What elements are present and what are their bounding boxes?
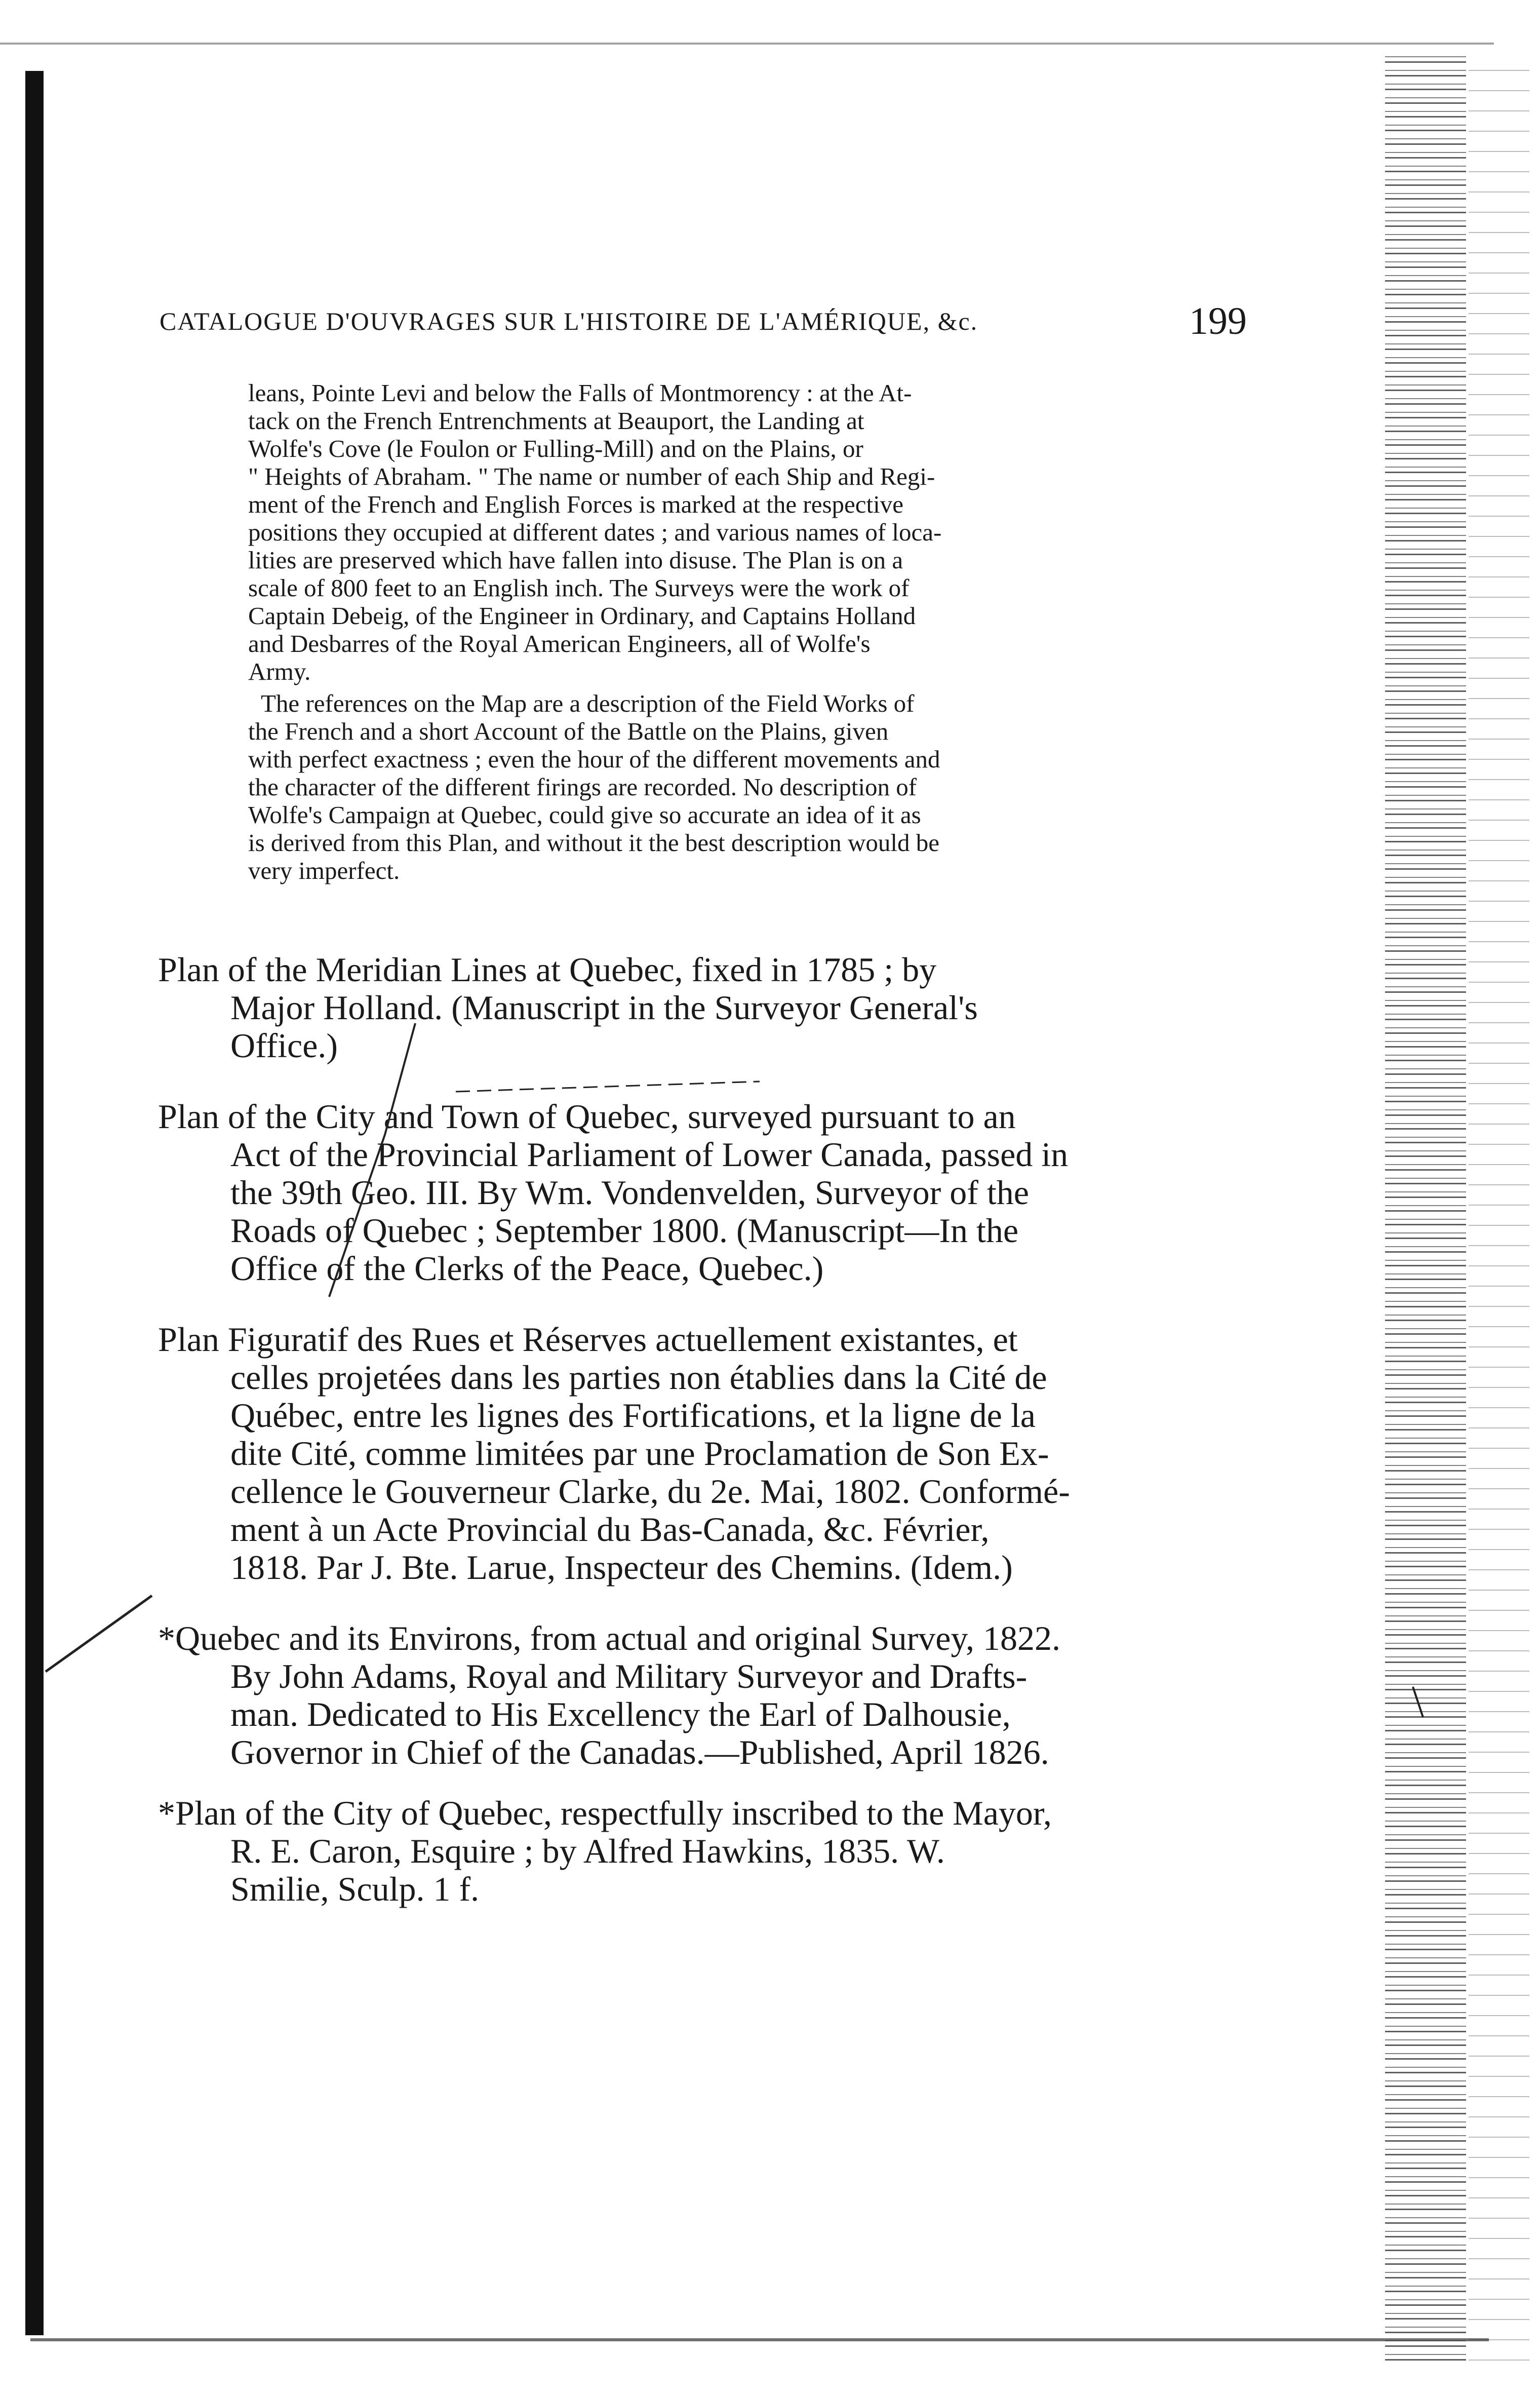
entry-line: ment à un Acte Provincial du Bas-Canada, &c. Février, — [230, 1510, 990, 1549]
block2-line: The references on the Map are a description of the Field Works of — [261, 689, 915, 717]
block1-line: Army. — [248, 658, 311, 685]
entry-line: cellence le Gouverneur Clarke, du 2e. Mai, 1802. Conformé- — [230, 1472, 1070, 1511]
block1-line: and Desbarres of the Royal American Engineers, all of Wolfe's — [248, 630, 871, 658]
entry-line: *Plan of the City of Quebec, respectfully inscribed to the Mayor, — [158, 1794, 1052, 1832]
block1-line: " Heights of Abraham. " The name or number of each Ship and Regi- — [248, 462, 935, 490]
entry-line: R. E. Caron, Esquire ; by Alfred Hawkins, 1835. W. — [230, 1832, 945, 1870]
block2-line: the character of the different firings are recorded. No description of — [248, 773, 917, 801]
block1-line: lities are preserved which have fallen into disuse. The Plan is on a — [248, 546, 903, 574]
entry-line: *Quebec and its Environs, from actual and original Survey, 1822. — [158, 1619, 1061, 1657]
block2-line: with perfect exactness ; even the hour of the different movements and — [248, 745, 940, 773]
entry-line: Office of the Clerks of the Peace, Quebec.) — [230, 1249, 824, 1288]
entry-line: dite Cité, comme limitées par une Proclamation de Son Ex- — [230, 1434, 1049, 1473]
block1-line: positions they occupied at different dates ; and various names of loca- — [248, 518, 942, 546]
entry-line: Act of the Provincial Parliament of Lower Canada, passed in — [230, 1135, 1069, 1174]
entry-line: Governor in Chief of the Canadas.—Published, April 1826. — [230, 1733, 1049, 1771]
block2-line: very imperfect. — [248, 857, 400, 884]
entry-line: By John Adams, Royal and Military Surveyor and Drafts- — [230, 1657, 1028, 1695]
entry-line: Plan Figuratif des Rues et Réserves actuellement existantes, et — [158, 1320, 1018, 1359]
entry-line: the 39th Geo. III. By Wm. Vondenvelden, Surveyor of the — [230, 1173, 1029, 1212]
entry-line: Plan of the Meridian Lines at Quebec, fixed in 1785 ; by — [158, 950, 937, 989]
block1-line: Wolfe's Cove (le Foulon or Fulling-Mill) and on the Plains, or — [248, 435, 863, 462]
entry-line: celles projetées dans les parties non établies dans la Cité de — [230, 1358, 1047, 1397]
running-title: CATALOGUE D'OUVRAGES SUR L'HISTOIRE DE L'AMÉRIQUE, &c. — [160, 307, 978, 335]
block1-line: Captain Debeig, of the Engineer in Ordinary, and Captains Holland — [248, 602, 916, 630]
block2-line: Wolfe's Campaign at Quebec, could give so accurate an idea of it as — [248, 801, 921, 829]
entry-line: man. Dedicated to His Excellency the Earl of Dalhousie, — [230, 1695, 1011, 1733]
block1-line: tack on the French Entrenchments at Beauport, the Landing at — [248, 407, 864, 435]
block2-line: is derived from this Plan, and without it the best description would be — [248, 829, 939, 857]
page-number: 199 — [1189, 300, 1247, 342]
entry-line: Major Holland. (Manuscript in the Surveyor General's — [230, 988, 978, 1027]
entry-line: Québec, entre les lignes des Fortifications, et la ligne de la — [230, 1396, 1036, 1435]
entry-line: Office.) — [230, 1026, 338, 1065]
block1-line: leans, Pointe Levi and below the Falls of Montmorency : at the At- — [248, 379, 912, 407]
entry-line: Smilie, Sculp. 1 f. — [230, 1870, 480, 1908]
entry-line: Roads of Quebec ; September 1800. (Manuscript—In the — [230, 1211, 1019, 1250]
entry-line: 1818. Par J. Bte. Larue, Inspecteur des Chemins. (Idem.) — [230, 1548, 1013, 1587]
block2-line: the French and a short Account of the Battle on the Plains, given — [248, 717, 889, 745]
block1-line: ment of the French and English Forces is marked at the respective — [248, 490, 904, 518]
entry-line: Plan of the City and Town of Quebec, surveyed pursuant to an — [158, 1097, 1016, 1136]
block1-line: scale of 800 feet to an English inch. The Surveys were the work of — [248, 574, 910, 602]
